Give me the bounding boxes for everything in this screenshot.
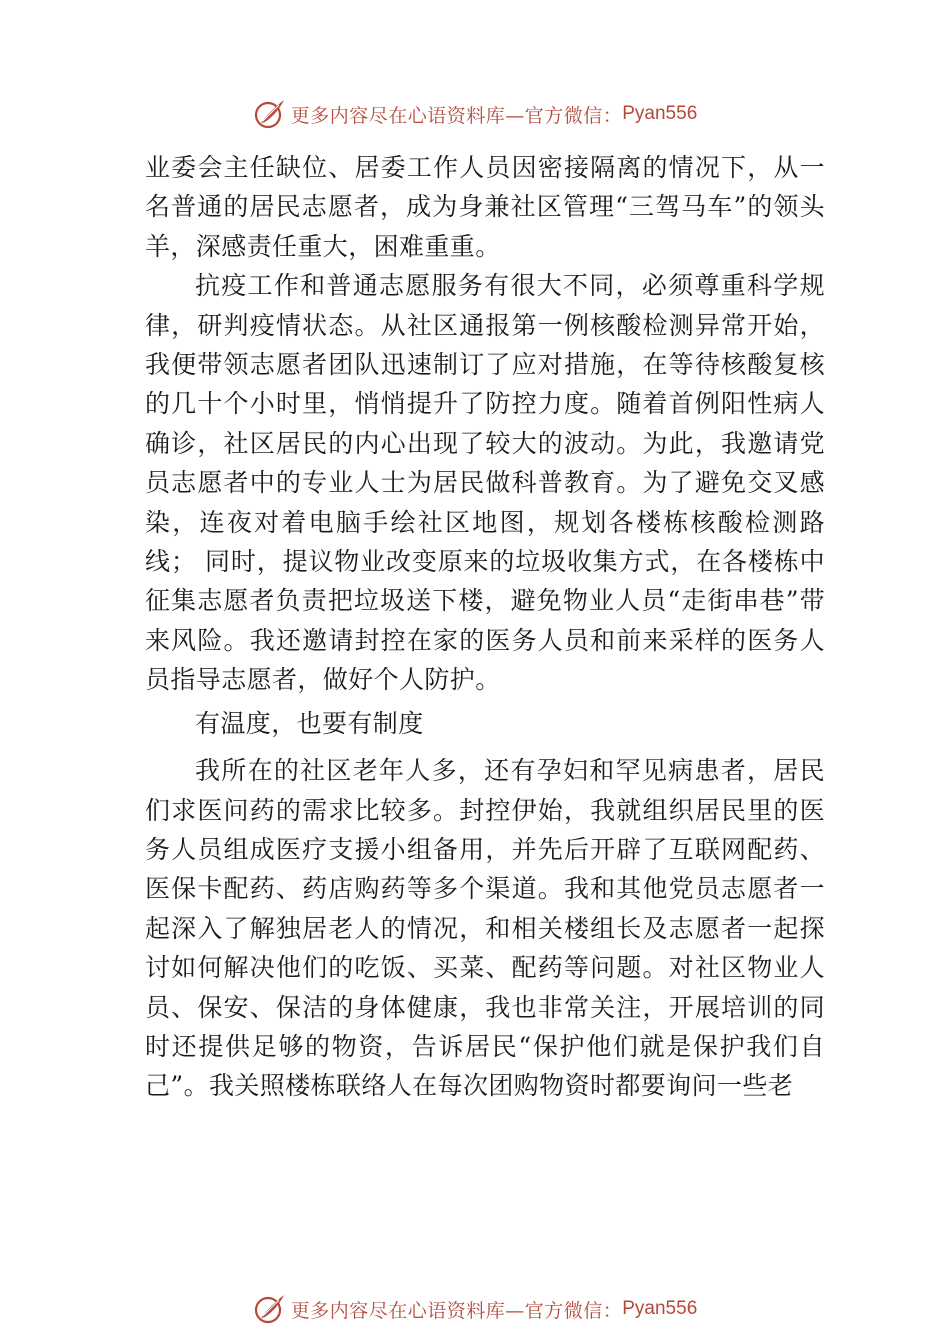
feather-logo-icon [253,1292,287,1326]
header-watermark [0,94,950,134]
watermark-wechat-id: Pyan556 [622,103,698,124]
section-heading: 有温度，也要有制度 [195,708,424,738]
paragraph: 抗疫工作和普通志愿服务有很大不同，必须尊重科学规律，研判疫情状态。从社区通报第一例核酸检测异常开始， 我便带领志愿者团队迅速制订了应对措施，在等待核酸复核的几十个小时里，悄悄提升了防控力度。随着首例阳性病人确诊，社区居民的内心出现了较大的波动。为此，我邀请党员志愿者中的专业人士为居民做科普教育。为了避免交叉感染，连夜对着电脑手绘社区地图，规划各楼栋核酸检测路线； 同时，提议物业改变原来的垃圾收集方式，在各楼栋中征集志愿者负责把垃圾送下楼，避免物业人员“走街串巷”带来风险。我还邀请封控在家的医务人员和前来采样的医务人员指导志愿者，做好个人防护。 [145,271,825,695]
footer-watermark [0,1289,950,1329]
document-body [145,148,825,1106]
watermark-wechat-id: Pyan556 [622,1298,698,1319]
feather-logo-icon [253,97,287,131]
paragraph: 我所在的社区老年人多，还有孕妇和罕见病患者，居民们求医问药的需求比较多。封控伊始，我就组织居民里的医务人员组成医疗支援小组备用，并先后开辟了互联网配药、 医保卡配药、药店购药等多个渠道。我和其他党员志愿者一起深入了解独居老人的情况，和相关楼组长及志愿者一起探讨如何解决他们的吃饭、买菜、配药等问题。对社区物业人员、保安、保洁的身体健康，我也非常关注，开展培训的同时还提供足够的物资，告诉居民“保护他们就是保护我们自己”。我关照楼栋联络人在每次团购物资时都要询问一些老 [145,756,825,1101]
paragraph: 业委会主任缺位、居委工作人员因密接隔离的情况下，从一名普通的居民志愿者，成为身兼社区管理“三驾马车”的领头羊，深感责任重大，困难重重。 [145,153,825,261]
watermark-text: 更多内容尽在心语资料库—官方微信： [290,104,623,127]
watermark-text: 更多内容尽在心语资料库—官方微信： [290,1299,623,1322]
